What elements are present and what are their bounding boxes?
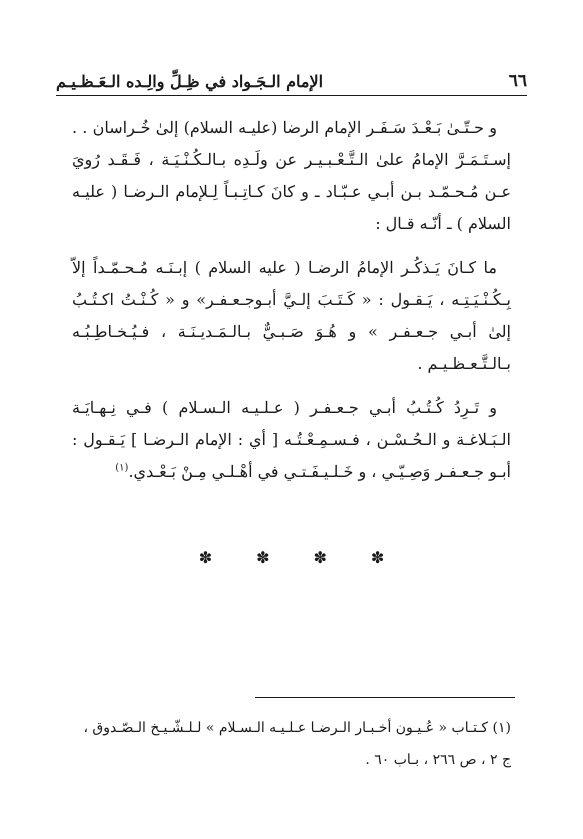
footnote-line: (١) كـتـاب « عُـيـون أخـبـار الـرضـا عـلـيـه الـسـلام » لـلـشّـيـخ الـصّـدوق ، bbox=[83, 720, 511, 736]
star-icon: ✽ bbox=[256, 548, 270, 567]
paragraph: و حـتّـىٰ بَـعْـدَ سَـفَـر الإمام الرضا (عليـه السلام) إلىٰ خُـراسان . . إسـتَـمَـرَّ الإمامُ علىٰ الـتَّـعْـبـيـر عن ولَـدِه بـالـكُـنْـيَـة ، فَـقَـد رُويَ عـن مُـحـمّـد بـن أبـي عـبّـاد ـ و كانَ كـاتِـبـاً لِـلإمام الـرضـا ( عليـه السلام ) ـ أنّـه قـال : bbox=[72, 118, 511, 233]
page-header bbox=[56, 56, 527, 96]
running-title: الإمام الـجَـواد في ظِـلِّ والِـده الـعَـظـيـم bbox=[56, 72, 324, 91]
main-text bbox=[72, 112, 511, 500]
footnote-line: ج ٢ ، ص ٢٦٦ ، بـاب ٦٠ . bbox=[365, 752, 511, 768]
star-icon: ✽ bbox=[370, 548, 385, 567]
star-icon: ✽ bbox=[313, 548, 327, 567]
section-separator bbox=[0, 548, 583, 567]
paragraph-text: و تَـرِدُ كُـتُـبُ أبـي جـعـفـر ( عـلـيـه الـسـلام ) فـي نِـهـايَـة الـبَـلاغـة و الـحُـسْـن ، فـسـمِـعْـتُـه [ أي : الإمام الـرضـا ] يَـقـول : أبـو جـعـفـر وَصِـيّـي ، و خَـلـيـفَـتـي في أهْـلـي مِـنْ بَـعْـدي. bbox=[72, 398, 511, 481]
footnote bbox=[72, 712, 511, 776]
footnote-marker: (١) bbox=[115, 462, 129, 474]
star-icon: ✽ bbox=[198, 548, 213, 567]
page-number: ٦٦ bbox=[508, 71, 527, 91]
paragraph bbox=[72, 392, 511, 488]
paragraph: ما كـانَ يَـذكُـر الإمامُ الرضـا ( عليه السلام ) إبـنَـه مُـحـمّـداً إلاّ بِـكُـنْـيَـتِـه ، يَـقـول : « كَـتَـبَ إلـيَّ أبـوجـعـفـر» و « كُـنْـتُ اكـتُـبُ إلىٰ أبـي جـعـفـر » و هُـوَ صَـبـيٌّ بـالـمَـديـنَـة ، فـيُـخـاطِـبُـه بـالـتَّـعـظـيـم . bbox=[72, 258, 511, 373]
footnote-divider bbox=[255, 697, 515, 698]
